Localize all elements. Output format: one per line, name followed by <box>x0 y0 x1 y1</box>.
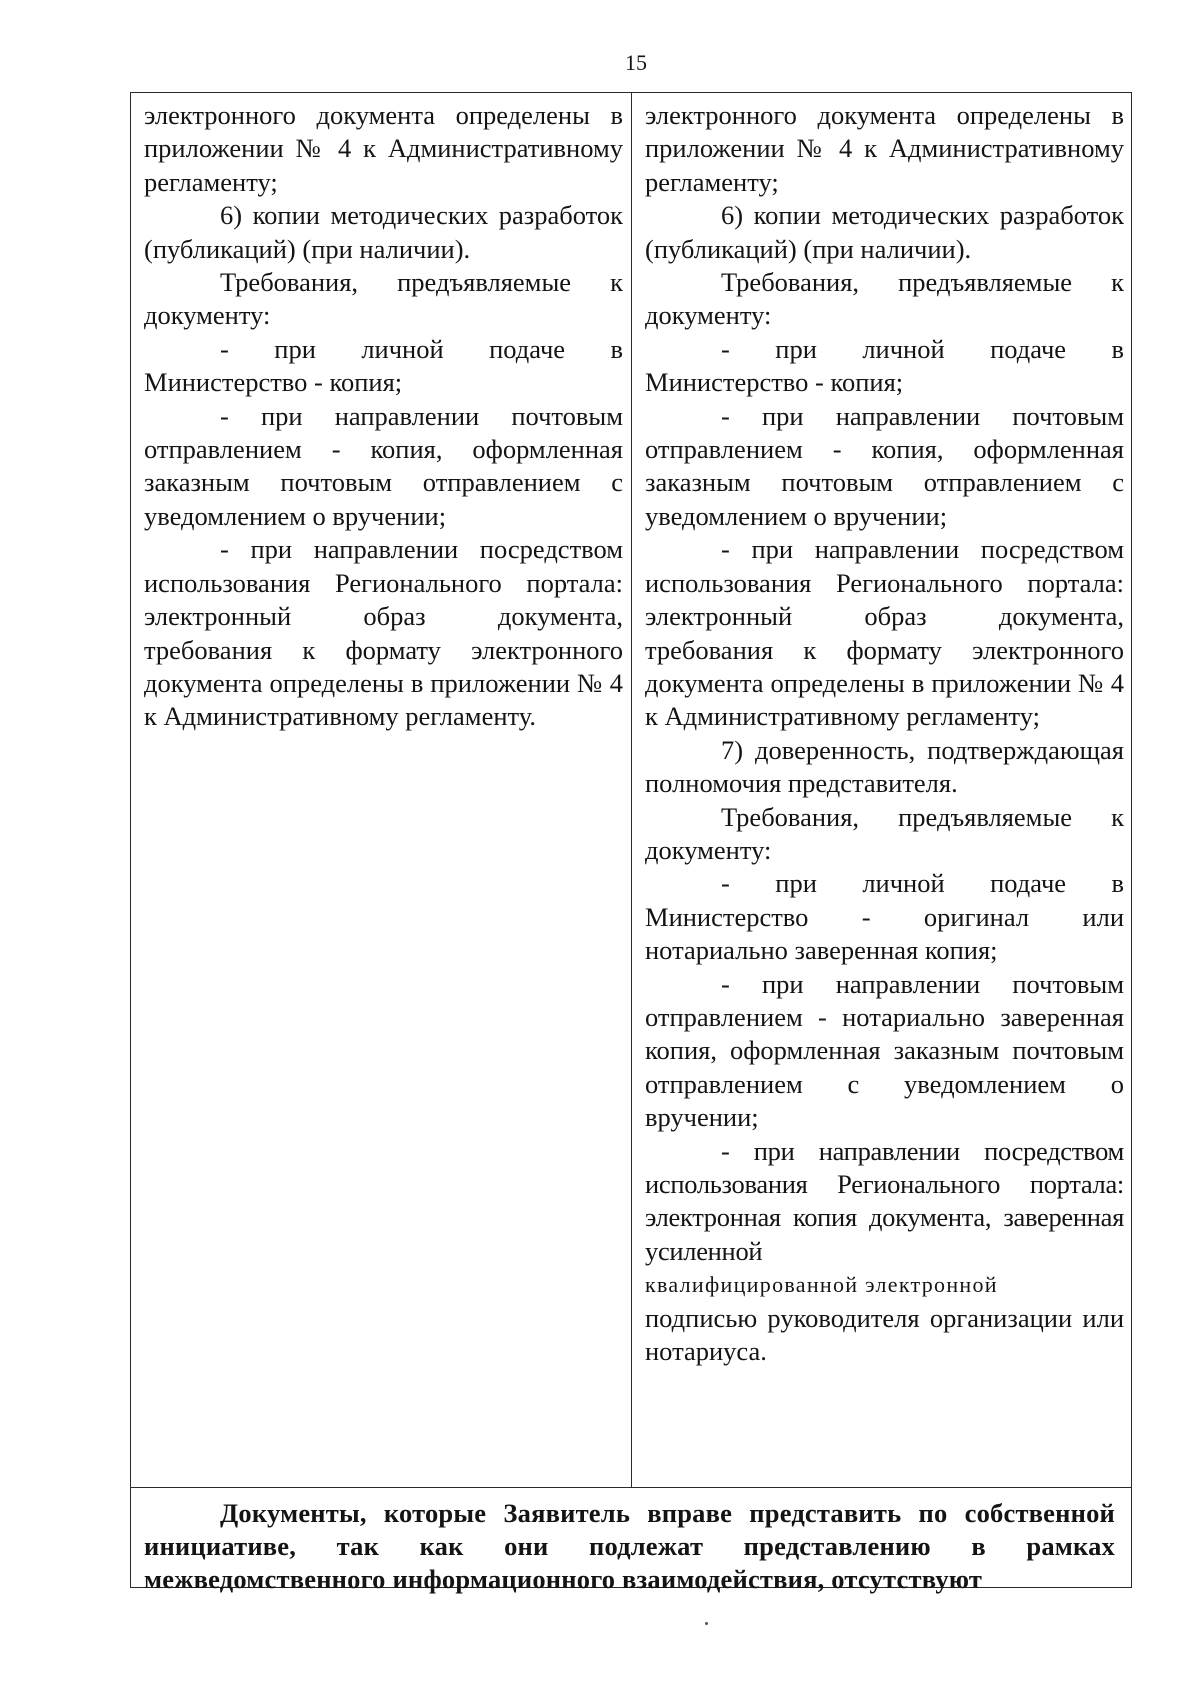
paragraph: - при направлении почтовым отправлением - копия, оформленная заказным почтовым отправлением с уведомлением о вручении; <box>645 400 1124 531</box>
paragraph: 7) доверенность, подтверждающая полномочия представителя. <box>645 734 1124 799</box>
paragraph: 6) копии методических разработок (публикаций) (при наличии). <box>645 200 1124 264</box>
right-column-cell <box>645 99 1124 1368</box>
paragraph: электронного документа определены в приложении № 4 к Административному регламенту; <box>645 100 1124 197</box>
paragraph: электронного документа определены в приложении № 4 к Административному регламенту; <box>144 100 623 197</box>
column-divider <box>631 93 632 1487</box>
paragraph: - при личной подаче в Министерство - копия; <box>645 333 1124 398</box>
paragraph: 6) копии методических разработок (публикаций) (при наличии). <box>144 200 623 264</box>
paragraph: Требования, предъявляемые к документу: <box>645 267 1124 331</box>
paragraph: - при направлении почтовым отправлением - копия, оформленная заказным почтовым отправлением с уведомлением о вручении; <box>144 400 623 531</box>
paragraph: - при направлении почтовым отправлением - нотариально заверенная копия, оформленная заказным почтовым отправлением с уведомлением о вручении; <box>645 968 1124 1133</box>
paragraph: - при личной подаче в Министерство - оригинал или нотариально заверенная копия; <box>645 868 1124 966</box>
paragraph: - при направлении посредством использования Регионального портала: электронная копия документа, заверенная усиленной <box>645 1135 1124 1266</box>
scan-speck <box>705 1622 708 1625</box>
paragraph: квалифицированной электронной <box>645 1272 998 1298</box>
paragraph: подписью руководителя организации или нотариуса. <box>645 1302 1124 1367</box>
paragraph: Требования, предъявляемые к документу: <box>144 267 623 331</box>
bottom-row-text: Документы, которые Заявитель вправе представить по собственной инициативе, так как они подлежат представлению в рамках межведомственного информационного взаимодействия, отсутствуют <box>144 1498 1115 1594</box>
document-table <box>130 92 1132 1594</box>
left-column-cell <box>144 99 623 734</box>
paragraph: - при направлении посредством использования Регионального портала: электронный образ документа, требования к формату электронного документа определены в приложении № 4 к Административному регламенту. <box>144 534 623 732</box>
row-divider <box>131 1487 1131 1488</box>
paragraph: Требования, предъявляемые к документу: <box>645 801 1124 865</box>
page-number: 15 <box>625 50 647 75</box>
paragraph: - при личной подаче в Министерство - копия; <box>144 333 623 398</box>
paragraph: - при направлении посредством использования Регионального портала: электронный образ документа, требования к формату электронного документа определены в приложении № 4 к Административному регламенту; <box>645 534 1124 732</box>
